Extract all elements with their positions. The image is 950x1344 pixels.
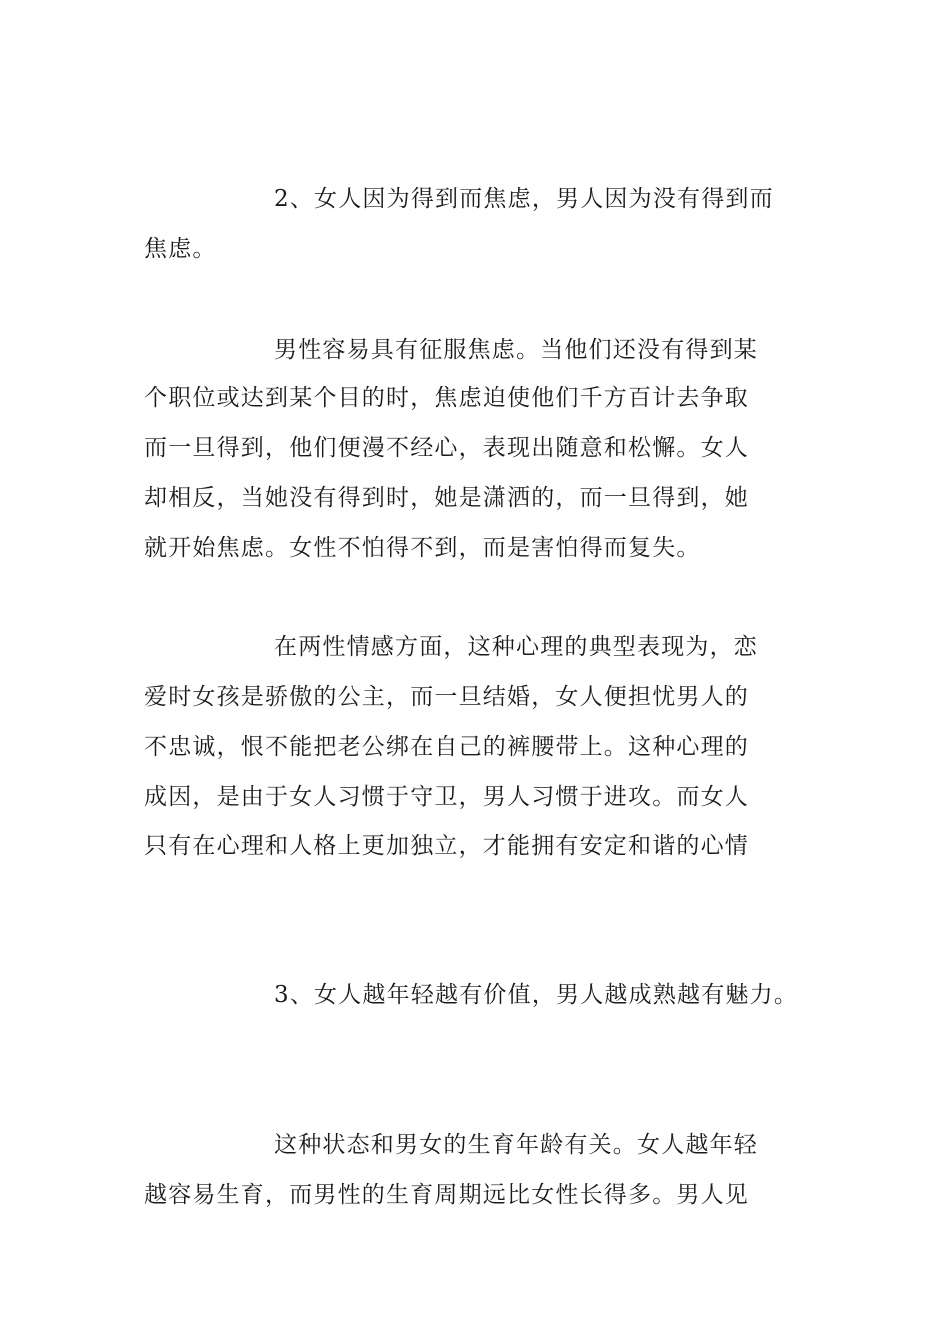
para-3-line-2: 越容易生育，而男性的生育周期远比女性长得多。男人见 (144, 1182, 749, 1208)
para-3-line-1: 这种状态和男女的生育年龄有关。女人越年轻 (274, 1132, 758, 1158)
para-1-line-3: 而一旦得到，他们便漫不经心，表现出随意和松懈。女人 (144, 435, 749, 461)
para-1-line-4: 却相反，当她没有得到时，她是潇洒的，而一旦得到，她 (144, 485, 749, 511)
para-1-line-1: 男性容易具有征服焦虑。当他们还没有得到某 (274, 337, 758, 363)
para-2-line-5: 只有在心理和人格上更加独立，才能拥有安定和谐的心情 (144, 833, 749, 859)
para-2-line-2: 爱时女孩是骄傲的公主，而一旦结婚，女人便担忧男人的 (144, 684, 749, 710)
heading-2-line-2: 焦虑。 (144, 236, 217, 262)
para-2-line-3: 不忠诚，恨不能把老公绑在自己的裤腰带上。这种心理的 (144, 734, 749, 760)
heading-2-line-1: 2、女人因为得到而焦虑，男人因为没有得到而 (274, 186, 774, 212)
heading-3-line-1: 3、女人越年轻越有价值，男人越成熟越有魅力。 (274, 982, 799, 1008)
para-2-line-4: 成因，是由于女人习惯于守卫，男人习惯于进攻。而女人 (144, 784, 749, 810)
para-1-line-5: 就开始焦虑。女性不怕得不到，而是害怕得而复失。 (144, 535, 701, 561)
para-1-line-2: 个职位或达到某个目的时，焦虑迫使他们千方百计去争取 (144, 385, 749, 411)
para-2-line-1: 在两性情感方面，这种心理的典型表现为，恋 (274, 634, 758, 660)
